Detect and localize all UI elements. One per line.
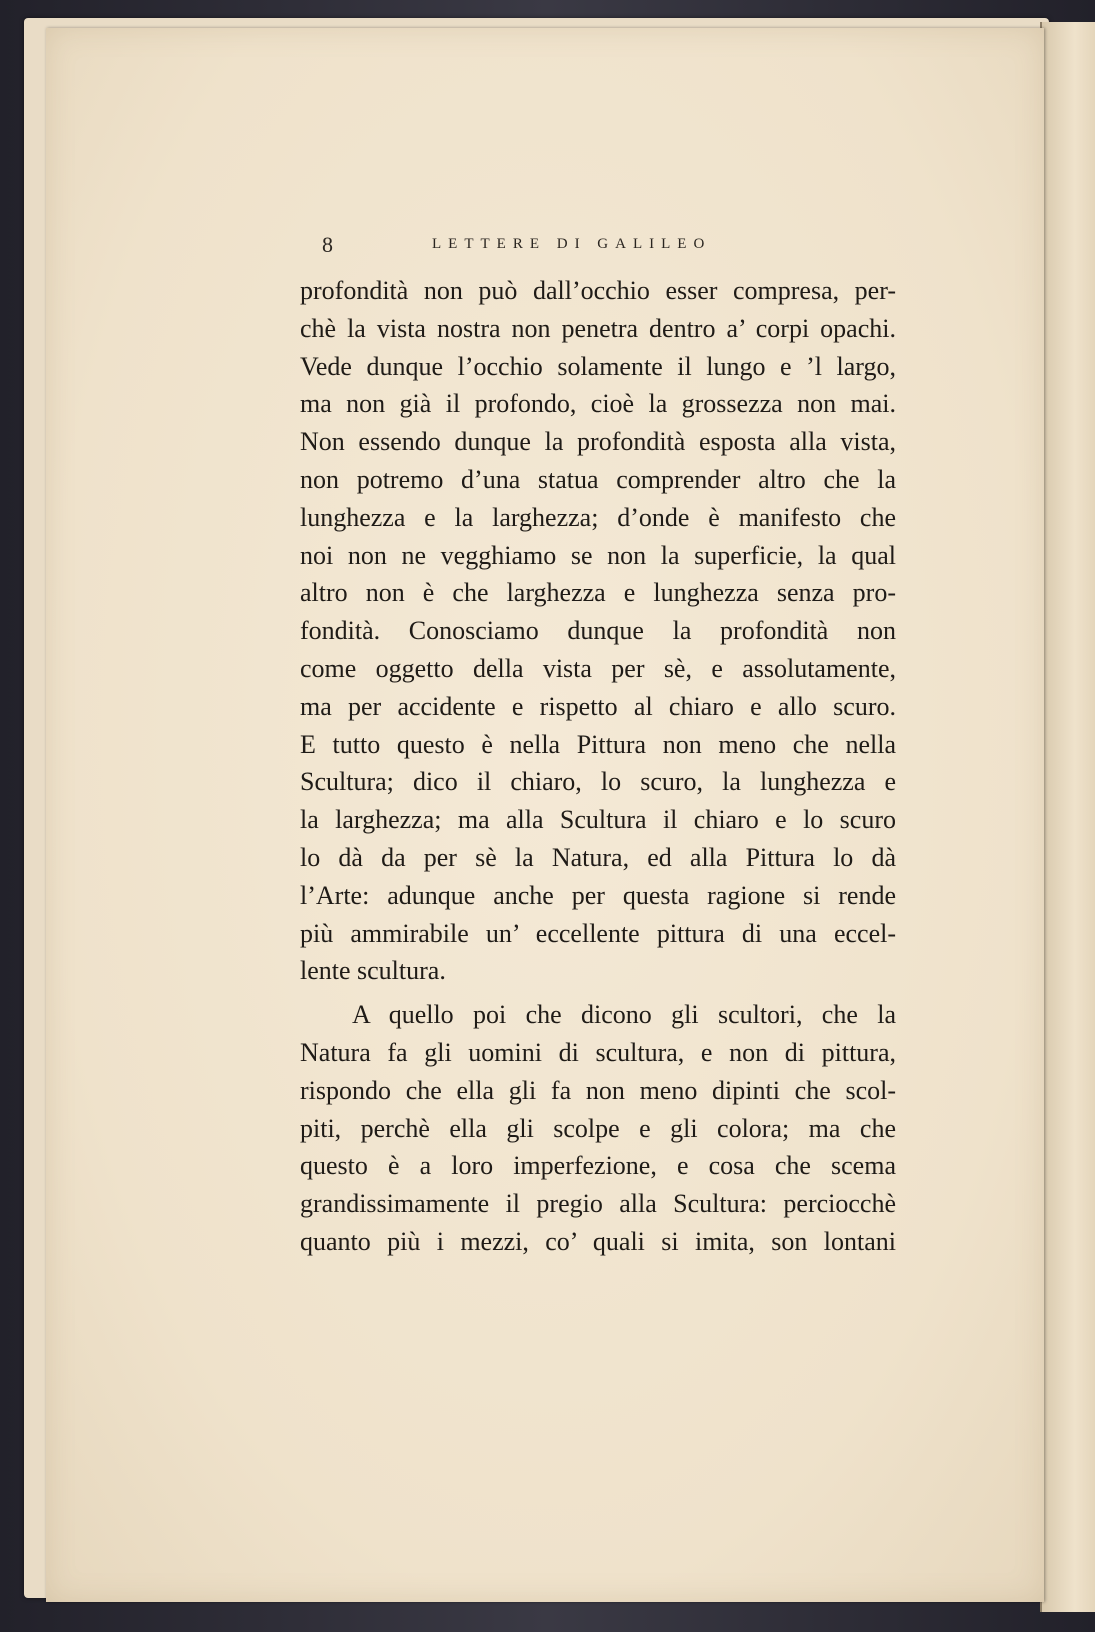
text-line: grandissimamente il pregio alla Scultura: perciocchè (300, 1189, 896, 1219)
text-line: rispondo che ella gli fa non meno dipinti che scol- (300, 1075, 896, 1105)
paragraph-1 (300, 272, 896, 990)
text-line: lo dà da per sè la Natura, ed alla Pittura lo dà (300, 842, 896, 872)
text-line: Scultura; dico il chiaro, lo scuro, la lunghezza e (300, 767, 896, 797)
text-line: non potremo d’una statua comprender altro che la (300, 464, 896, 494)
text-line: questo è a loro imperfezione, e cosa che scema (300, 1151, 896, 1181)
text-line: come oggetto della vista per sè, e assolutamente, (300, 653, 896, 683)
text-line: Natura fa gli uomini di scultura, e non di pittura, (300, 1037, 896, 1067)
text-line: ma per accidente e rispetto al chiaro e allo scuro. (300, 691, 896, 721)
text-line: Non essendo dunque la profondità esposta alla vista, (300, 427, 896, 457)
text-line: lunghezza e la larghezza; d’onde è manifesto che (300, 502, 896, 532)
text-line: Vede dunque l’occhio solamente il lungo e ’l largo, (300, 351, 896, 381)
next-page-edge (1040, 22, 1095, 1612)
body-text (300, 272, 896, 1261)
page-number: 8 (322, 232, 333, 257)
text-line: lente scultura. (300, 956, 446, 986)
text-line: chè la vista nostra non penetra dentro a’ corpi opachi. (300, 313, 896, 343)
text-line: piti, perchè ella gli scolpe e gli colora; ma che (300, 1113, 896, 1143)
text-line: la larghezza; ma alla Scultura il chiaro e lo scuro (300, 805, 896, 835)
text-line: noi non ne vegghiamo se non la superficie, la qual (300, 540, 896, 570)
text-line: fondità. Conosciamo dunque la profondità non (300, 616, 896, 646)
running-head: LETTERE DI GALILEO (432, 236, 712, 252)
text-line: altro non è che larghezza e lunghezza senza pro- (300, 578, 896, 608)
text-line: profondità non può dall’occhio esser compresa, per- (300, 276, 896, 305)
text-line: ma non già il profondo, cioè la grossezza non mai. (300, 389, 896, 419)
paragraph-2 (300, 996, 896, 1261)
text-line: l’Arte: adunque anche per questa ragione si rende (300, 880, 896, 910)
page-header (322, 232, 742, 262)
text-line: più ammirabile un’ eccellente pittura di una eccel- (300, 918, 896, 948)
text-line: quanto più i mezzi, co’ quali si imita, son lontani (300, 1226, 896, 1256)
text-line: E tutto questo è nella Pittura non meno che nella (300, 729, 896, 759)
text-line: A quello poi che dicono gli scultori, che la (352, 1000, 896, 1030)
